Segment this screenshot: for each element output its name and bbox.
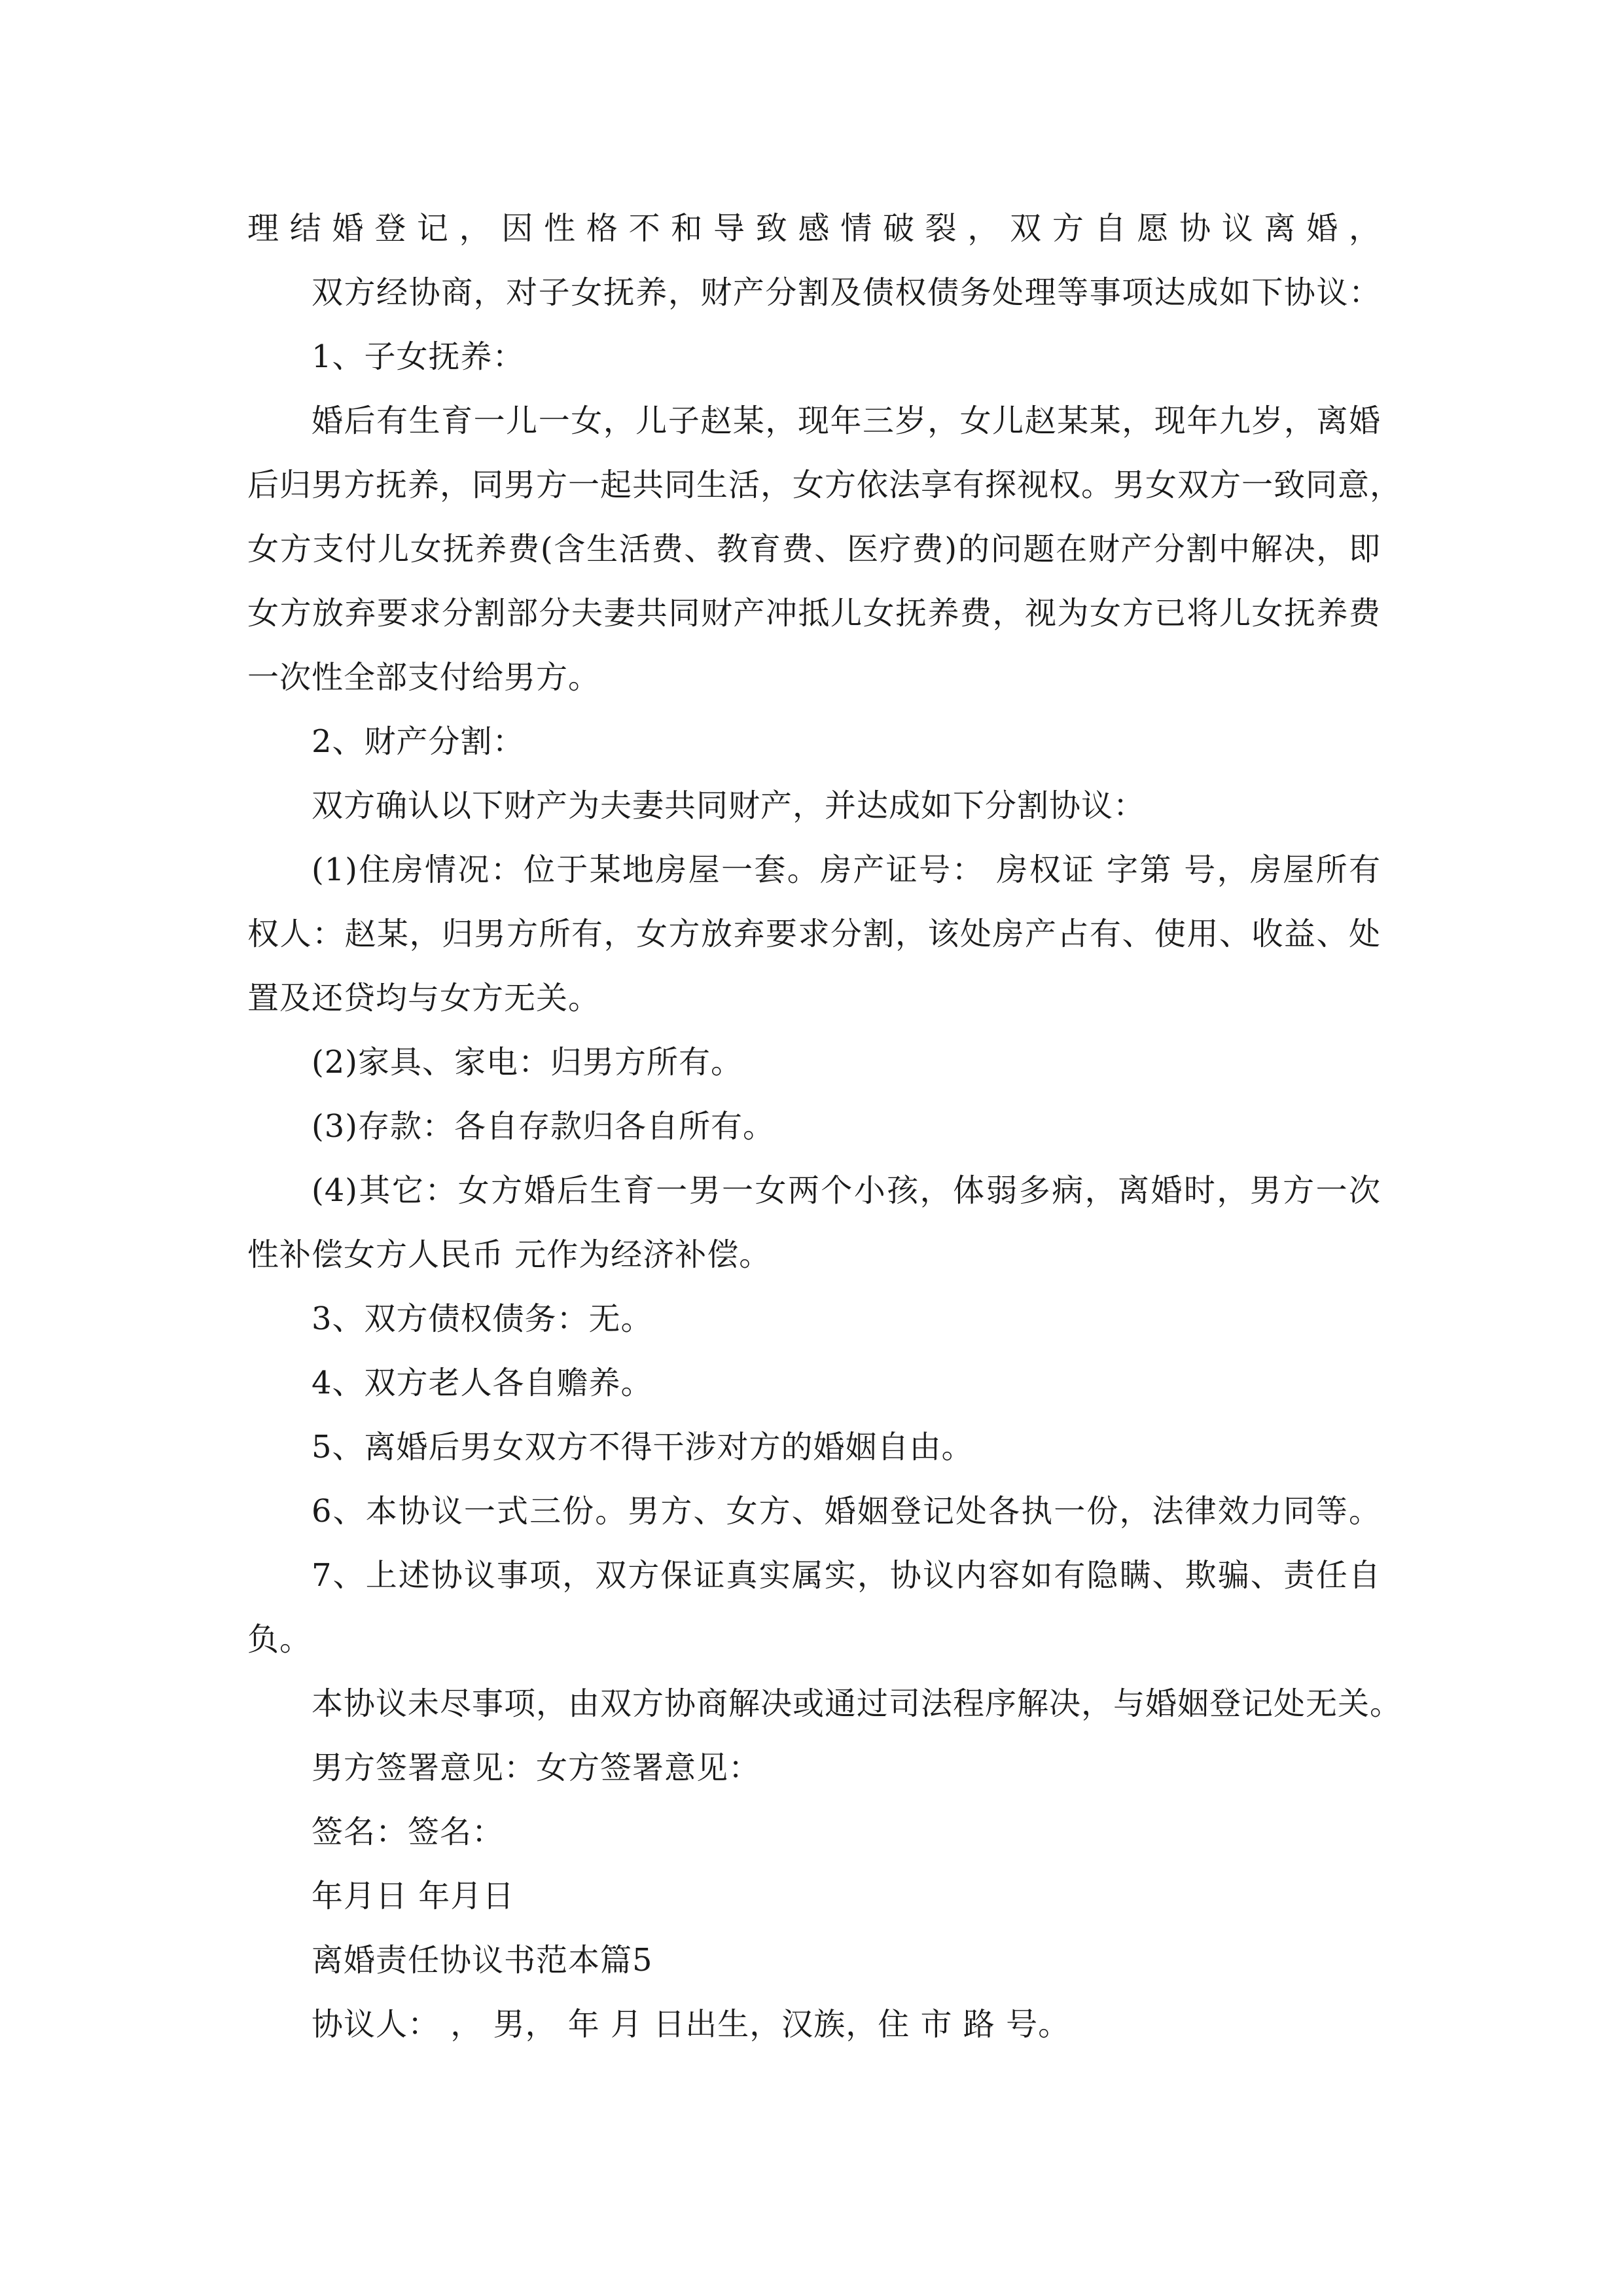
section-heading: 1、子女抚养： [312,338,525,375]
document-page [247,196,1402,2056]
paragraph-line: (2)家具、家电：归男方所有。 [312,1044,743,1081]
signature-name-line: 签名：签名： [312,1814,505,1850]
paragraph-line: (3)存款：各自存款归各自所有。 [312,1108,775,1145]
paragraph-line: 女方放弃要求分割部分夫妻共同财产冲抵儿女抚养费，视为女方已将儿女抚养费 [247,595,1381,632]
section-heading: 2、财产分割： [312,723,525,760]
paragraph-line: 双方确认以下财产为夫妻共同财产，并达成如下分割协议： [312,787,1146,824]
paragraph-line: 性补偿女方人民币 元作为经济补偿。 [247,1236,772,1273]
paragraph-line: (1)住房情况：位于某地房屋一套。房产证号： 房权证 字第 号，房屋所有 [312,852,1381,888]
paragraph-line: 理结婚登记，因性格不和导致感情破裂，双方自愿协议离婚， [247,210,1381,247]
section-heading: 5、离婚后男女双方不得干涉对方的婚姻自由。 [312,1429,974,1465]
paragraph-line: 双方经协商，对子女抚养，财产分割及债权债务处理等事项达成如下协议： [312,274,1381,311]
paragraph-line: 权人：赵某，归男方所有，女方放弃要求分割，该处房产占有、使用、收益、处 [247,916,1381,952]
paragraph-line: (4)其它：女方婚后生育一男一女两个小孩，体弱多病，离婚时，男方一次 [312,1172,1381,1209]
paragraph-line: 负。 [247,1621,312,1658]
section-heading: 6、本协议一式三份。男方、女方、婚姻登记处各执一份，法律效力同等。 [312,1493,1381,1530]
paragraph-line: 置及还贷均与女方无关。 [247,980,601,1016]
paragraph-line: 一次性全部支付给男方。 [247,659,601,696]
section-heading: 4、双方老人各自赡养。 [312,1365,653,1401]
paragraph-line: 女方支付儿女抚养费(含生活费、教育费、医疗费)的问题在财产分割中解决，即 [247,531,1381,567]
section-title: 离婚责任协议书范本篇5 [312,1942,653,1979]
paragraph-line: 本协议未尽事项，由双方协商解决或通过司法程序解决，与婚姻登记处无关。 [312,1685,1402,1722]
party-info-line: 协议人： ， 男， 年 月 日出生，汉族，住 市 路 号。 [312,2006,1071,2043]
section-heading: 3、双方债权债务：无。 [312,1300,653,1337]
signature-opinion-line: 男方签署意见：女方签署意见： [312,1749,761,1786]
section-heading: 7、上述协议事项，双方保证真实属实，协议内容如有隐瞒、欺骗、责任自 [312,1557,1381,1594]
paragraph-line: 后归男方抚养，同男方一起共同生活，女方依法享有探视权。男女双方一致同意， [247,467,1402,503]
paragraph-line: 婚后有生育一儿一女，儿子赵某，现年三岁，女儿赵某某，现年九岁，离婚 [312,403,1381,439]
signature-date-line: 年月日 年月日 [312,1878,515,1914]
